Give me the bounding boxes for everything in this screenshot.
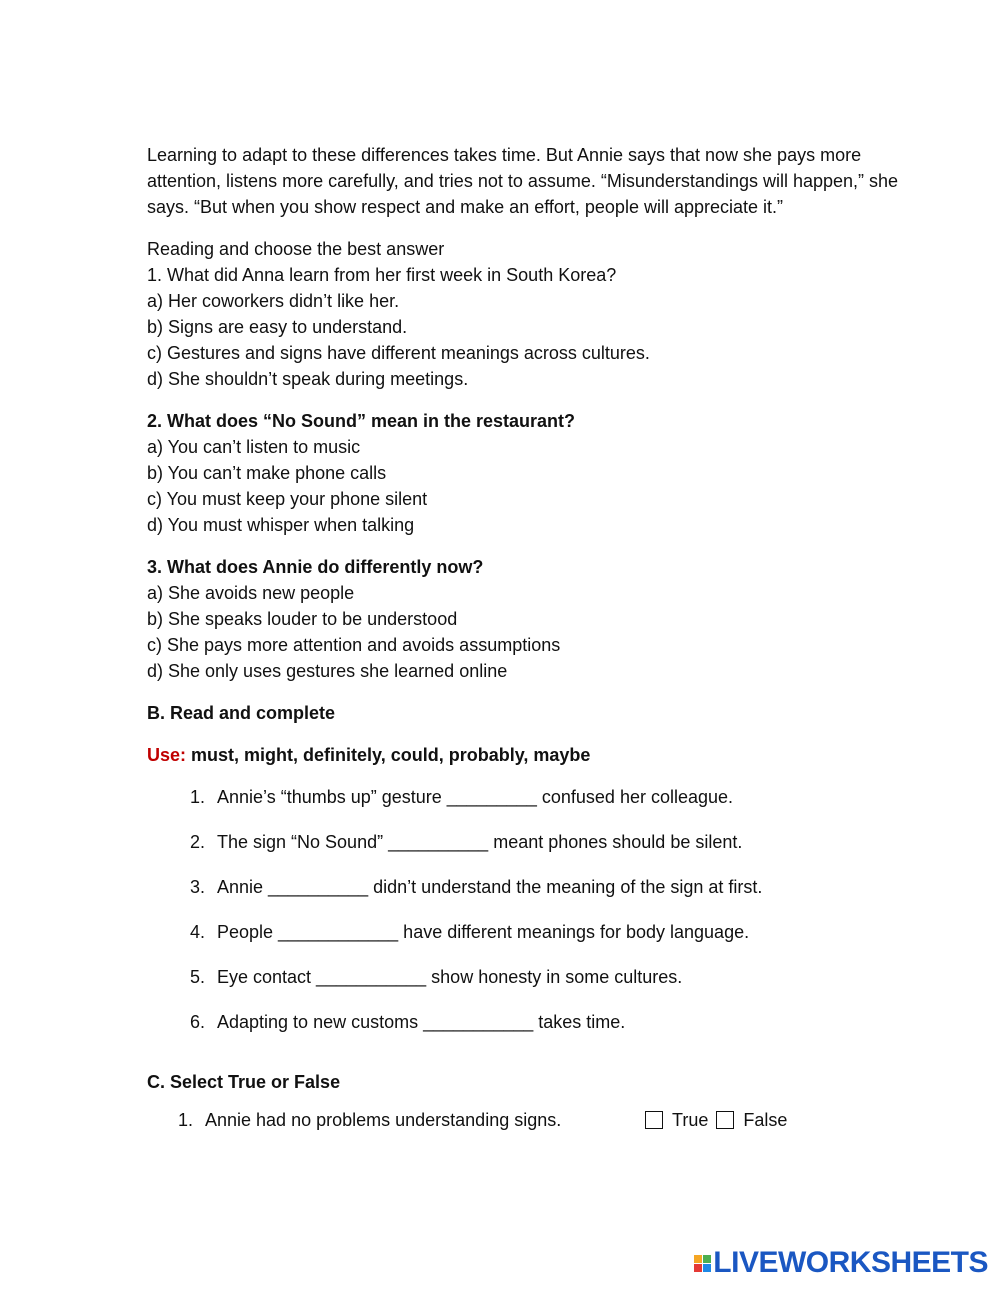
question-3-option-a[interactable]: a) She avoids new people [147,583,355,603]
question-3-option-b[interactable]: b) She speaks louder to be understood [147,609,458,629]
fill-item-6 [147,1009,917,1035]
false-checkbox[interactable] [716,1111,734,1129]
section-c-title: C. Select True or False [147,1072,341,1092]
question-1-option-c[interactable]: c) Gestures and signs have different meanings across cultures. [147,343,650,363]
use-words-line [147,742,917,768]
true-option[interactable] [645,1107,708,1133]
fill-item-number: 2. [189,832,205,852]
question-3 [147,554,917,684]
question-2-option-a[interactable]: a) You can’t listen to music [147,437,361,457]
fill-item-text[interactable]: People ____________ have different meanings for body language. [217,922,750,942]
question-2 [147,408,917,538]
question-1-text: 1. What did Anna learn from her first week in South Korea? [147,265,617,285]
fill-item-2 [147,829,917,855]
fill-item-5 [147,964,917,990]
question-3-text: 3. What does Annie do differently now? [147,557,484,577]
section-a [147,236,917,392]
question-1-option-b[interactable]: b) Signs are easy to understand. [147,317,408,337]
tf-item-number: 1. [177,1110,193,1130]
liveworksheets-logo [694,1246,988,1280]
fill-item-text[interactable]: Annie __________ didn’t understand the meaning of the sign at first. [217,877,763,897]
fill-item-text[interactable]: Annie’s “thumbs up” gesture _________ confused her colleague. [217,787,734,807]
false-label: False [743,1110,788,1130]
logo-text: LIVEWORKSHEETS [713,1246,988,1279]
true-label: True [672,1110,709,1130]
false-option[interactable] [716,1107,787,1133]
fill-item-text[interactable]: The sign “No Sound” __________ meant phones should be silent. [217,832,743,852]
question-3-option-c[interactable]: c) She pays more attention and avoids assumptions [147,635,561,655]
question-2-option-c[interactable]: c) You must keep your phone silent [147,489,428,509]
fill-item-3 [147,874,917,900]
worksheet-page [147,142,917,1133]
fill-item-number: 3. [189,877,205,897]
fill-item-text[interactable]: Adapting to new customs ___________ takes time. [217,1012,626,1032]
intro-paragraph: Learning to adapt to these differences takes time. But Annie says that now she pays more attention, listens more carefully, and tries not to assume. “Misunderstandings will happen,” she says. “But when you show respect and make an effort, people will appreciate it.” [147,145,899,217]
fill-item-number: 4. [189,922,205,942]
fill-item-number: 1. [189,787,205,807]
fill-item-number: 6. [189,1012,205,1032]
tf-item-text: Annie had no problems understanding signs. [205,1110,562,1130]
fill-item-number: 5. [189,967,205,987]
fill-item-4 [147,919,917,945]
use-words: must, might, definitely, could, probably, maybe [191,745,591,765]
question-2-text: 2. What does “No Sound” mean in the restaurant? [147,411,576,431]
question-1-option-a[interactable]: a) Her coworkers didn’t like her. [147,291,400,311]
fill-in-list [147,784,917,1035]
question-3-option-d[interactable]: d) She only uses gestures she learned online [147,661,508,681]
true-checkbox[interactable] [645,1111,663,1129]
question-2-option-d[interactable]: d) You must whisper when talking [147,515,415,535]
true-false-item-1 [147,1107,917,1133]
section-a-instruction: Reading and choose the best answer [147,239,445,259]
logo-mark-icon [694,1255,711,1272]
fill-item-1 [147,784,917,810]
question-2-option-b[interactable]: b) You can’t make phone calls [147,463,387,483]
section-b-title: B. Read and complete [147,703,336,723]
fill-item-text[interactable]: Eye contact ___________ show honesty in some cultures. [217,967,683,987]
use-label: Use: [147,745,187,765]
question-1-option-d[interactable]: d) She shouldn’t speak during meetings. [147,369,469,389]
